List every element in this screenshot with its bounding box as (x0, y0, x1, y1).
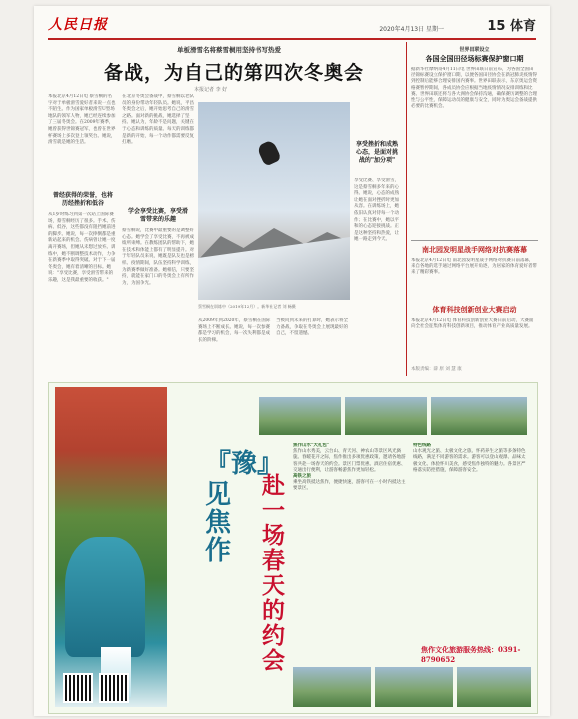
article-column: 蔡雪桐说，比赛中最重要的是调整好心态。她学会了享受比赛，不再被成绩所束缚。在教练团队的帮助下，她在技术和体能上都有了明显提升。对于年轻队员来说，她既是队友也是榜样。疫情期间，队伍坚持科学训练，为新赛季做好准备。她相信，只要坚持，就能在家门口的冬奥会上有所作为，为国争光。 (122, 228, 194, 286)
ad-section-title: 特色线路 (413, 443, 431, 448)
scenic-thumbnail (345, 397, 427, 435)
right-kicker: 世界田联设立 (459, 47, 490, 53)
tourism-advertisement (48, 382, 538, 714)
ad-title-fu: 赴一场春天的约会 (262, 472, 285, 674)
ad-text-column: 焦作山水"大礼包" 焦作山水秀美，云台山、青天河、神农山等景区风光旖旎。春暖花开之际，焦作推出多项优惠政策，邀请各地游客共赴一场春天的约会。景区门票优惠、酒店住宿优惠、交通出行便利，让游客畅游焦作更加轻松。 高铁之旅 乘坐高铁抵达焦作，便捷快速，游客可在一小时内抵达主要景区。 (293, 443, 406, 492)
right-headline: 各国全国田径场标赛保护窗口期 (425, 54, 524, 63)
right-headline: 南北园发明星战手网络对抗赛落幕 (422, 245, 527, 254)
article-column: 本报北京4月12日电 蔡雪桐的名字对于单板滑雪爱好者来说一点也不陌生。作为国家单板滑雪U型场地队的领军人物，她已经连续参加了三届冬奥会。在2009年赛季，她曾获得世锦赛冠军，也曾在世界杯赛场上多次登上领奖台。她说，滑雪就是她的生活。 (48, 94, 116, 146)
article-photo (198, 102, 350, 300)
page-editor-signature: 本版责编：薛 原 刘 慧 康 (411, 367, 462, 372)
ad-hotline: 焦作文化旅游服务热线：0391-8790652 (421, 645, 521, 664)
subhead-1: 曾经获得的荣誉，也将历经挫折和低谷 (52, 192, 113, 207)
article-kicker: 单板滑雪名将蔡雪桐用坚持书写热爱 (177, 46, 281, 54)
photo-caption: 蔡雪桐在训练中（2019年12月）。新华社记者 刘 畅摄 (198, 304, 296, 309)
article-column: 享受比赛、享受滑雪，这是蔡雪桐多年来的心得。她说，心态的成熟让她在面对挫折时更加从容。在训练场上，她依旧认真对待每一个动作；在比赛中，她以平和的心态迎接挑战。正是这种坚持和热爱，让她一路走到今天。 (354, 178, 399, 243)
ad-section-title: 焦作山水"大礼包" (293, 443, 330, 448)
canyon-photo (55, 387, 167, 707)
pull-quote: 享受挫折和成熟心态，是面对挑战的"加分项" (356, 141, 399, 164)
ad-title-jianjiao: 见焦作 (205, 480, 232, 566)
right-body: 本报北京4月12日电 体育科技创新创业大赛日前启动，大赛面向全社会征集体育科技创新项目，推动体育产业高质量发展。 (411, 318, 534, 330)
right-article-1 (411, 46, 538, 229)
article-column: 在北京冬奥会备战中，蔡雪桐以老队员的身份带动年轻队员。她说，平昌冬奥会之后，她开始思考自己的滑雪之路。面对新的挑战，她选择了坚持。她认为，年龄不是问题，关键在于心态和训练的质量。每天的训练都是新的开始，每一个动作都需要反复打磨。 (122, 94, 194, 146)
qr-code-icon (99, 673, 129, 703)
page-label: 15 体育 (487, 19, 536, 34)
scenic-thumbnail (457, 667, 531, 707)
right-body: 据新华社摩纳哥4月11日电 世界田联日前宣布，为各国全国田径锦标赛设立保护窗口期，以便各国田径协会在新冠肺炎疫情得到控制后能够合理安排国内赛事。世界田联表示，东京奥运会资格赛暂停期间，各成员协会应根据当地疫情情况安排训练和比赛。世界田联还将与各大洲协会保持沟通，确保赛历调整的合理性与公平性，保障运动员的健康与安全，同时为奥运会备战提供必要的比赛机会。 (411, 67, 537, 110)
column-divider (406, 42, 407, 376)
article-byline: 本报记者 李 好 (194, 87, 228, 93)
lake-water (65, 537, 145, 657)
snowboarder-figure (256, 139, 282, 167)
ad-section-title: 高铁之旅 (293, 474, 311, 480)
right-body: 本报北京4月12日电 南北园发明星战手网络对抗赛日前落幕，来自各地的选手通过网络平台展开角逐，为居家的体育爱好者带来了精彩赛事。 (411, 258, 537, 276)
article-column: 从1岁时练习到第一次站上国际赛场，蔡雪桐经历了很多。手术、伤病、低谷，这些都没有阻挡她前进的脚步。她说，每一次摔倒都是重新站起来的机会。伤病曾让她一度离开赛场，但她从未想过放弃。训练中，她不断调整技术动作，力争在新赛季中取得突破。对于下一届冬奥会，她有着清晰的目标。她说："享受比赛，享受滑雪带来的乐趣，这是我最重要的收获。" (48, 212, 116, 283)
ad-title-yu: 『豫』 (205, 449, 284, 479)
section-divider (411, 240, 538, 241)
scenic-thumbnail (259, 397, 341, 435)
ad-text-column: 特色线路 山水观光之旅、太极文化之旅、怀药养生之旅等多条特色线路，满足不同游客的需求。游客可以登山观瀑、品味太极文化、体验怀川美食，感受焦作独特的魅力。各景区严格落实防控措施，保障游客安全。 (413, 443, 526, 473)
right-article-2 (411, 244, 538, 308)
newspaper-page (34, 6, 550, 716)
article-column: 从2009年到2020年，蔡雪桐在国际赛场上不断成长。她说，每一次参赛都是学习的机会，每一次失利都是成长的阶梯。 (198, 318, 271, 343)
scenic-thumbnail (431, 397, 527, 435)
subhead-2: 学会享受比赛，享受滑雪带来的乐趣 (127, 208, 188, 223)
right-headline: 体育科技创新创业大赛启动 (432, 305, 517, 314)
newspaper-logo: 人民日报 (48, 17, 108, 33)
scenic-thumbnail (293, 667, 371, 707)
masthead (48, 12, 536, 40)
issue-date: 2020年4月13日 星期一 (379, 26, 444, 33)
right-article-3 (411, 304, 538, 372)
article-headline: 备战，为自己的第四次冬奥会 (103, 62, 364, 84)
qr-code-icon (63, 673, 93, 703)
scenic-thumbnail (375, 667, 453, 707)
article-column: 当被问到未来的打算时，她表示将全力备战，争取在冬奥会上展现最好的自己，不留遗憾。 (276, 318, 348, 337)
